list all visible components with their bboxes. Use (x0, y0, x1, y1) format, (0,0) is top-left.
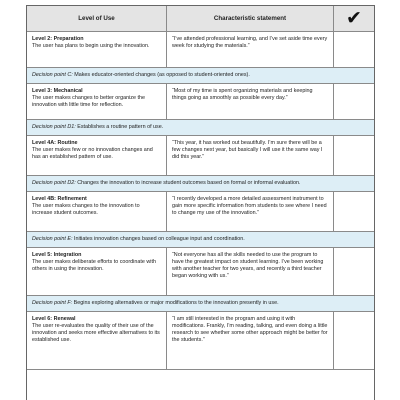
decision-text: Begins exploring alternatives or major modifications to the innovation presently in use. (72, 300, 279, 307)
decision-label: Decision point C: (32, 72, 73, 79)
level-description: The user re-evaluates the quality of their use of the innovation and seeks more effective alternatives to its established use. (32, 323, 160, 343)
decision-point-e (27, 232, 374, 248)
level-title: Level 2: Preparation (32, 36, 84, 42)
decision-point-d2 (27, 176, 374, 192)
level-title: Level 6: Renewal (32, 316, 76, 322)
table-row-level-4b (27, 192, 374, 232)
level-title: Level 4A: Routine (32, 140, 78, 146)
table-row-level-6 (27, 312, 374, 370)
level-description: The user makes changes to better organize the innovation with little time for reflection. (32, 95, 145, 108)
header-check-column (334, 6, 374, 31)
levels-of-use-table (26, 5, 375, 400)
level-title: Level 5: Integration (32, 252, 82, 258)
statement-cell: “This year, it has worked out beautifully. I’m sure there will be a few changes next year, but basically I will use it the same way I did this year.” (167, 136, 334, 175)
decision-point-c (27, 68, 374, 84)
check-cell[interactable] (334, 248, 374, 295)
statement-cell: “I am still interested in the program and using it with modifications. Frankly, I’m reading, talking, and even doing a little research to see whether some other approach might be better for the students.” (167, 312, 334, 369)
table-row-level-5 (27, 248, 374, 296)
level-cell (27, 136, 167, 175)
decision-point-d1 (27, 120, 374, 136)
level-description: The user makes changes to the innovation to increase student outcomes. (32, 203, 140, 216)
level-title: Level 4B: Refinement (32, 196, 87, 202)
table-header-row (27, 6, 374, 32)
table-row-level-2 (27, 32, 374, 68)
statement-cell: “I’ve attended professional learning, and I’ve set aside time every week for studying the materials.” (167, 32, 334, 67)
table-row-level-4a (27, 136, 374, 176)
level-description: The user makes few or no innovation changes and has an established pattern of use. (32, 147, 153, 160)
level-cell (27, 248, 167, 295)
decision-text: Changes the innovation to increase student outcomes based on formal or informal evaluation. (75, 180, 301, 187)
level-cell (27, 84, 167, 119)
statement-cell: “Not everyone has all the skills needed to use the program to have the greatest impact on student learning. I’ve been working with another teacher for two years, and recently a third teacher began working with us.” (167, 248, 334, 295)
decision-text: Initiates innovation changes based on colleague input and coordination. (72, 236, 245, 243)
level-description: The user has plans to begin using the innovation. (32, 43, 150, 49)
decision-label: Decision point D2: (32, 180, 76, 187)
statement-cell: “Most of my time is spent organizing materials and keeping things going as smoothly as possible every day.” (167, 84, 334, 119)
decision-text: Makes educator-oriented changes (as opposed to student-oriented ones). (72, 72, 250, 79)
decision-label: Decision point D1: (32, 124, 76, 131)
decision-label: Decision point F: (32, 300, 73, 307)
checkmark-icon: ✔ (346, 8, 362, 29)
decision-text: Establishes a routine pattern of use. (75, 124, 164, 131)
header-characteristic-statement: Characteristic statement (167, 6, 334, 31)
level-description: The user makes deliberate efforts to coordinate with others in using the innovation. (32, 259, 156, 272)
header-level-of-use: Level of Use (27, 6, 167, 31)
decision-label: Decision point E: (32, 236, 73, 243)
check-cell[interactable] (334, 84, 374, 119)
level-cell (27, 32, 167, 67)
check-cell[interactable] (334, 136, 374, 175)
check-cell[interactable] (334, 312, 374, 369)
level-title: Level 3: Mechanical (32, 88, 83, 94)
level-cell (27, 312, 167, 369)
table-row-level-3 (27, 84, 374, 120)
decision-point-f (27, 296, 374, 312)
check-cell[interactable] (334, 32, 374, 67)
statement-cell: “I recently developed a more detailed assessment instrument to gain more specific information from students to see where I need to change my use of the innovation.” (167, 192, 334, 231)
level-cell (27, 192, 167, 231)
check-cell[interactable] (334, 192, 374, 231)
